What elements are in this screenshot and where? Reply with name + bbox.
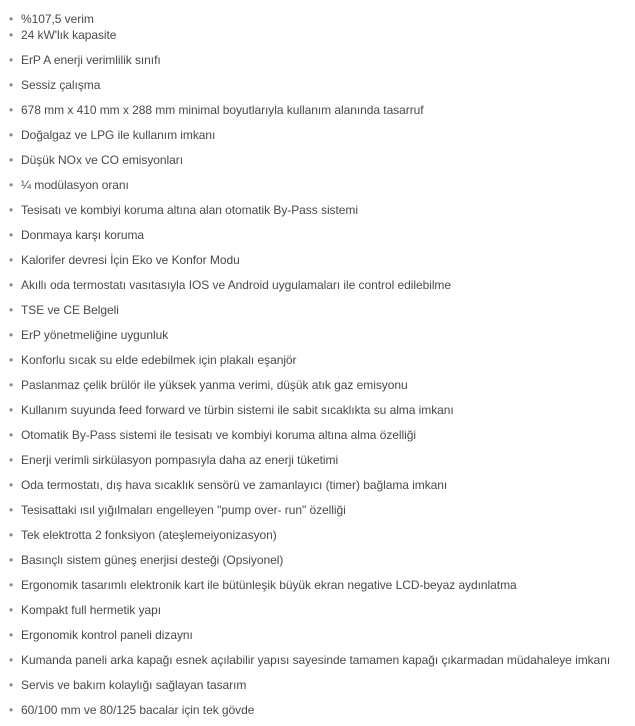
bullet-icon: • xyxy=(9,53,14,67)
bullet-icon: • xyxy=(9,503,14,517)
bullet-icon: • xyxy=(9,278,14,292)
feature-item xyxy=(9,353,297,367)
feature-item xyxy=(9,378,408,392)
feature-item xyxy=(9,578,517,592)
feature-item xyxy=(9,78,100,92)
feature-text: %107,5 verim xyxy=(21,12,94,26)
bullet-icon: • xyxy=(9,428,14,442)
feature-text: Tesisattaki ısıl yığılmaları engelleyen "pump over- run" özelliği xyxy=(21,503,346,517)
feature-item xyxy=(9,703,254,717)
bullet-icon: • xyxy=(9,203,14,217)
bullet-icon: • xyxy=(9,478,14,492)
bullet-icon: • xyxy=(9,403,14,417)
feature-text: ErP yönetmeliğine uygunluk xyxy=(21,328,169,342)
feature-text: 678 mm x 410 mm x 288 mm minimal boyutlarıyla kullanım alanında tasarruf xyxy=(21,103,424,117)
feature-text: Doğalgaz ve LPG ile kullanım imkanı xyxy=(21,128,216,142)
bullet-icon: • xyxy=(9,28,14,42)
feature-text: Ergonomik tasarımlı elektronik kart ile bütünleşik büyük ekran negative LCD-beyaz aydınlatma xyxy=(21,578,517,592)
feature-text: Otomatik By-Pass sistemi ile tesisatı ve kombiyi koruma altına alma özelliği xyxy=(21,428,417,442)
bullet-icon: • xyxy=(9,678,14,692)
feature-item xyxy=(9,203,358,217)
bullet-icon: • xyxy=(9,453,14,467)
feature-text: Kalorifer devresi İçin Eko ve Konfor Modu xyxy=(21,253,240,267)
bullet-icon: • xyxy=(9,603,14,617)
bullet-icon: • xyxy=(9,253,14,267)
feature-text: Kullanım suyunda feed forward ve türbin sistemi ile sabit sıcaklıkta su alma imkanı xyxy=(21,403,454,417)
feature-item xyxy=(9,12,94,26)
bullet-icon: • xyxy=(9,153,14,167)
feature-item xyxy=(9,553,283,567)
feature-text: Konforlu sıcak su elde edebilmek için plakalı eşanjör xyxy=(21,353,297,367)
bullet-icon: • xyxy=(9,103,14,117)
bullet-icon: • xyxy=(9,378,14,392)
feature-text: Kompakt full hermetik yapı xyxy=(21,603,162,617)
feature-text: Oda termostatı, dış hava sıcaklık sensörü ve zamanlayıcı (timer) bağlama imkanı xyxy=(21,478,448,492)
feature-text: Ergonomik kontrol paneli dizaynı xyxy=(21,628,193,642)
feature-text: Tesisatı ve kombiyi koruma altına alan otomatik By-Pass sistemi xyxy=(21,203,358,217)
feature-text: Tek elektrotta 2 fonksiyon (ateşlemeiyonizasyon) xyxy=(21,528,277,542)
bullet-icon: • xyxy=(9,12,14,26)
feature-text: ErP A enerji verimlilik sınıfı xyxy=(21,53,161,67)
bullet-icon: • xyxy=(9,353,14,367)
feature-text: Sessiz çalışma xyxy=(21,78,101,92)
bullet-icon: • xyxy=(9,78,14,92)
feature-item xyxy=(9,428,416,442)
feature-text: 24 kW'lık kapasite xyxy=(21,28,117,42)
feature-item xyxy=(9,478,447,492)
feature-item xyxy=(9,678,246,692)
feature-item xyxy=(9,128,215,142)
feature-item xyxy=(9,653,610,667)
feature-text: Servis ve bakım kolaylığı sağlayan tasarım xyxy=(21,678,247,692)
bullet-icon: • xyxy=(9,328,14,342)
bullet-icon: • xyxy=(9,703,14,717)
feature-item xyxy=(9,528,277,542)
bullet-icon: • xyxy=(9,303,14,317)
feature-item xyxy=(9,103,424,117)
bullet-icon: • xyxy=(9,628,14,642)
feature-item xyxy=(9,253,240,267)
feature-text: Paslanmaz çelik brülör ile yüksek yanma verimi, düşük atık gaz emisyonu xyxy=(21,378,408,392)
feature-text: Donmaya karşı koruma xyxy=(21,228,145,242)
feature-text: Enerji verimli sirkülasyon pompasıyla daha az enerji tüketimi xyxy=(21,453,339,467)
bullet-icon: • xyxy=(9,578,14,592)
feature-item xyxy=(9,328,168,342)
feature-item xyxy=(9,453,338,467)
feature-item xyxy=(9,303,119,317)
bullet-icon: • xyxy=(9,553,14,567)
feature-text: Kumanda paneli arka kapağı esnek açılabilir yapısı sayesinde tamamen kapağı çıkarmadan müdahaleye imkanı xyxy=(21,653,611,667)
feature-item xyxy=(9,278,451,292)
feature-item xyxy=(9,53,161,67)
feature-text: Akıllı oda termostatı vasıtasıyla IOS ve Android uygulamaları ile control edilebilme xyxy=(21,278,452,292)
feature-text: 60/100 mm ve 80/125 bacalar için tek gövde xyxy=(21,703,255,717)
feature-text: TSE ve CE Belgeli xyxy=(21,303,119,317)
feature-item xyxy=(9,503,346,517)
feature-item xyxy=(9,603,161,617)
feature-item xyxy=(9,178,129,192)
bullet-icon: • xyxy=(9,653,14,667)
feature-item xyxy=(9,403,454,417)
feature-item xyxy=(9,153,183,167)
feature-item xyxy=(9,228,144,242)
bullet-icon: • xyxy=(9,178,14,192)
feature-item xyxy=(9,628,193,642)
feature-text: ¼ modülasyon oranı xyxy=(21,178,129,192)
feature-text: Düşük NOx ve CO emisyonları xyxy=(21,153,184,167)
feature-text: Basınçlı sistem güneş enerjisi desteği (Opsiyonel) xyxy=(21,553,284,567)
feature-item xyxy=(9,28,116,42)
bullet-icon: • xyxy=(9,128,14,142)
bullet-icon: • xyxy=(9,528,14,542)
bullet-icon: • xyxy=(9,228,14,242)
